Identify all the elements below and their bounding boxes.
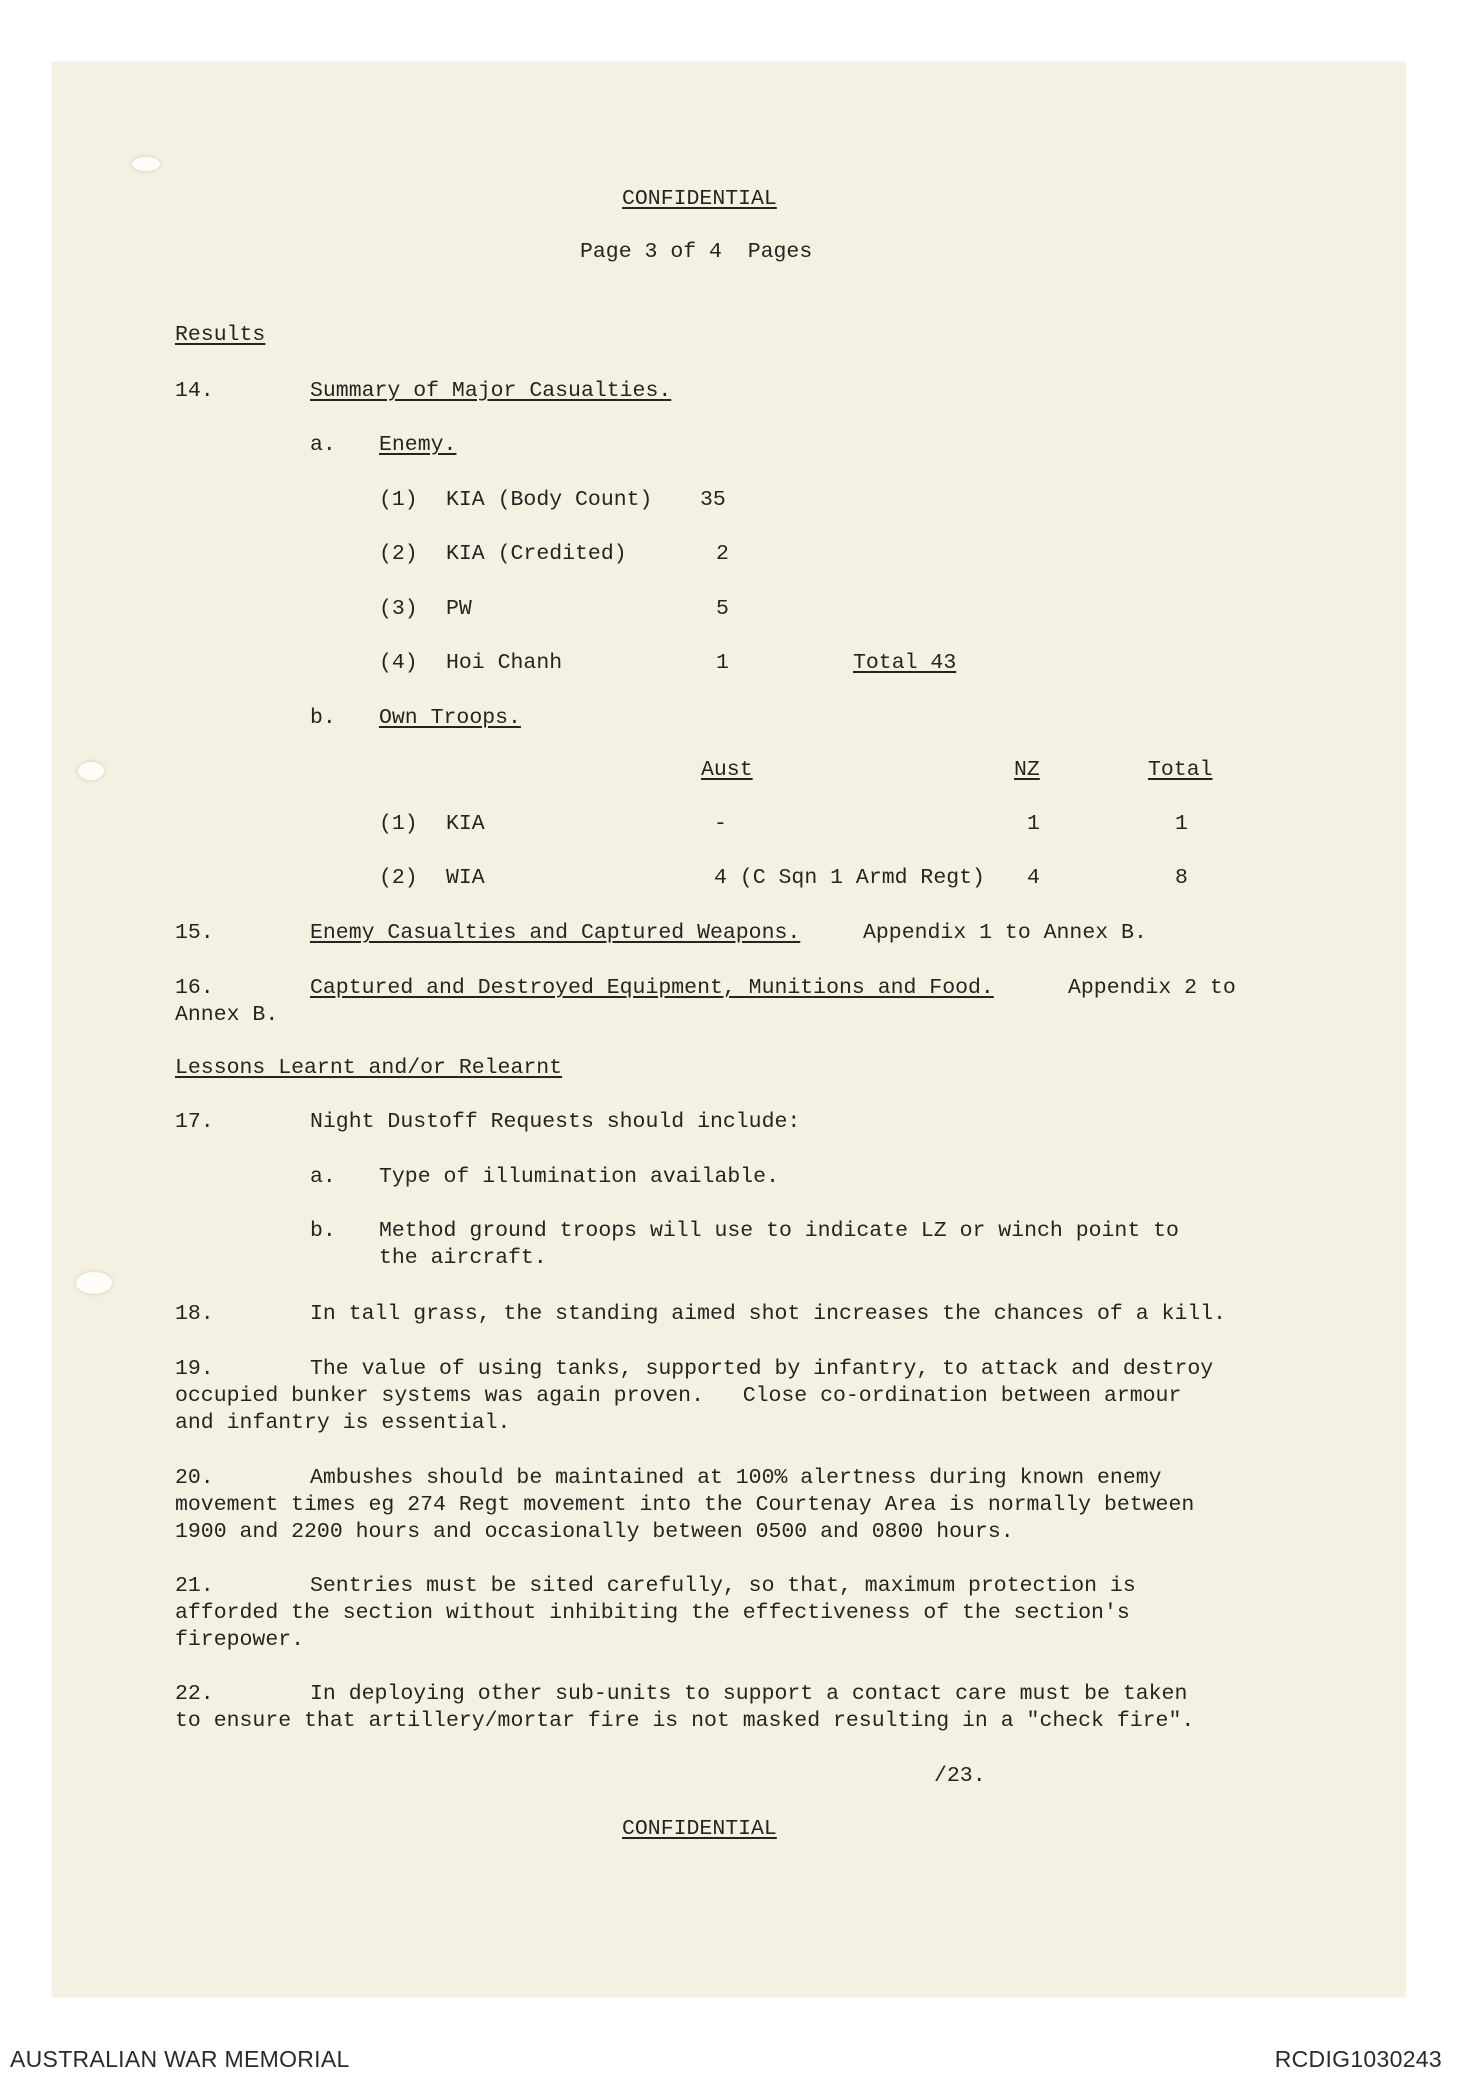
enemy-item-label: KIA (Credited) bbox=[446, 542, 627, 566]
enemy-letter: a. bbox=[310, 433, 336, 457]
para-21-line: Sentries must be sited carefully, so that, maximum protection is bbox=[310, 1574, 1136, 1598]
classification-header: CONFIDENTIAL bbox=[622, 187, 777, 211]
para-19-number: 19. bbox=[175, 1357, 214, 1381]
enemy-item-num: (2) bbox=[379, 542, 418, 566]
para-19-line: The value of using tanks, supported by infantry, to attack and destroy bbox=[310, 1357, 1214, 1381]
enemy-item-label: Hoi Chanh bbox=[446, 651, 563, 675]
para-15-title: Enemy Casualties and Captured Weapons. bbox=[310, 921, 801, 945]
para-17-number: 17. bbox=[175, 1110, 214, 1134]
paper-mark bbox=[78, 762, 104, 780]
enemy-title: Enemy. bbox=[379, 433, 457, 457]
para-22-line: In deploying other sub-units to support a contact care must be taken bbox=[310, 1682, 1188, 1706]
para-16-title: Captured and Destroyed Equipment, Munitions and Food. bbox=[310, 976, 994, 1000]
para-17b-line: the aircraft. bbox=[379, 1246, 547, 1270]
own-row-nz: 1 bbox=[1027, 812, 1040, 836]
enemy-item-num: (4) bbox=[379, 651, 418, 675]
para-22-number: 22. bbox=[175, 1682, 214, 1706]
para-14-number: 14. bbox=[175, 379, 214, 403]
para-16-number: 16. bbox=[175, 976, 214, 1000]
own-row-num: (1) bbox=[379, 812, 418, 836]
col-header-nz: NZ bbox=[1014, 758, 1040, 782]
archive-institution: AUSTRALIAN WAR MEMORIAL bbox=[10, 2046, 350, 2072]
own-troops-title: Own Troops. bbox=[379, 706, 521, 730]
para-18-number: 18. bbox=[175, 1302, 214, 1326]
para-15-number: 15. bbox=[175, 921, 214, 945]
enemy-item-value: 35 bbox=[700, 488, 726, 512]
para-19-line: and infantry is essential. bbox=[175, 1411, 511, 1435]
enemy-total: Total 43 bbox=[853, 651, 957, 675]
para-21-number: 21. bbox=[175, 1574, 214, 1598]
archive-record-id: RCDIG1030243 bbox=[1274, 2046, 1442, 2072]
own-row-nz: 4 bbox=[1027, 866, 1040, 890]
para-21-line: firepower. bbox=[175, 1628, 305, 1652]
para-16-reference-cont: Annex B. bbox=[175, 1003, 279, 1027]
para-18-text: In tall grass, the standing aimed shot increases the chances of a kill. bbox=[310, 1302, 1227, 1326]
own-row-aust: 4 (C Sqn 1 Armd Regt) bbox=[714, 866, 985, 890]
enemy-item-value: 5 bbox=[716, 597, 729, 621]
para-19-line: occupied bunker systems was again proven. Close co-ordination between armour bbox=[175, 1384, 1182, 1408]
own-row-aust: - bbox=[714, 812, 727, 836]
continuation-marker: /23. bbox=[934, 1764, 986, 1788]
own-row-total: 8 bbox=[1175, 866, 1188, 890]
own-row-label: KIA bbox=[446, 812, 485, 836]
own-row-total: 1 bbox=[1175, 812, 1188, 836]
para-15-reference: Appendix 1 to Annex B. bbox=[863, 921, 1147, 945]
para-20-line: 1900 and 2200 hours and occasionally between 0500 and 0800 hours. bbox=[175, 1520, 1014, 1544]
para-20-line: Ambushes should be maintained at 100% alertness during known enemy bbox=[310, 1466, 1162, 1490]
para-14-title: Summary of Major Casualties. bbox=[310, 379, 672, 403]
para-20-number: 20. bbox=[175, 1466, 214, 1490]
page-info: Page 3 of 4 Pages bbox=[580, 240, 813, 264]
para-16-reference: Appendix 2 to bbox=[1068, 976, 1236, 1000]
enemy-item-num: (1) bbox=[379, 488, 418, 512]
enemy-item-value: 1 bbox=[716, 651, 729, 675]
lessons-heading: Lessons Learnt and/or Relearnt bbox=[175, 1056, 563, 1080]
enemy-item-label: PW bbox=[446, 597, 472, 621]
own-row-num: (2) bbox=[379, 866, 418, 890]
col-header-aust: Aust bbox=[701, 758, 753, 782]
enemy-item-label: KIA (Body Count) bbox=[446, 488, 653, 512]
paper-mark bbox=[76, 1272, 112, 1294]
para-17a-text: Type of illumination available. bbox=[379, 1165, 779, 1189]
enemy-item-value: 2 bbox=[716, 542, 729, 566]
own-row-label: WIA bbox=[446, 866, 485, 890]
para-17-text: Night Dustoff Requests should include: bbox=[310, 1110, 801, 1134]
own-troops-letter: b. bbox=[310, 706, 336, 730]
classification-footer: CONFIDENTIAL bbox=[622, 1817, 777, 1841]
results-heading: Results bbox=[175, 323, 266, 347]
para-22-line: to ensure that artillery/mortar fire is not masked resulting in a "check fire". bbox=[175, 1709, 1195, 1733]
para-17b-letter: b. bbox=[310, 1219, 336, 1243]
para-17b-line: Method ground troops will use to indicate LZ or winch point to bbox=[379, 1219, 1179, 1243]
col-header-total: Total bbox=[1148, 758, 1213, 782]
paper-mark bbox=[132, 157, 160, 171]
para-17a-letter: a. bbox=[310, 1165, 336, 1189]
para-21-line: afforded the section without inhibiting the effectiveness of the section's bbox=[175, 1601, 1130, 1625]
para-20-line: movement times eg 274 Regt movement into the Courtenay Area is normally between bbox=[175, 1493, 1195, 1517]
enemy-item-num: (3) bbox=[379, 597, 418, 621]
